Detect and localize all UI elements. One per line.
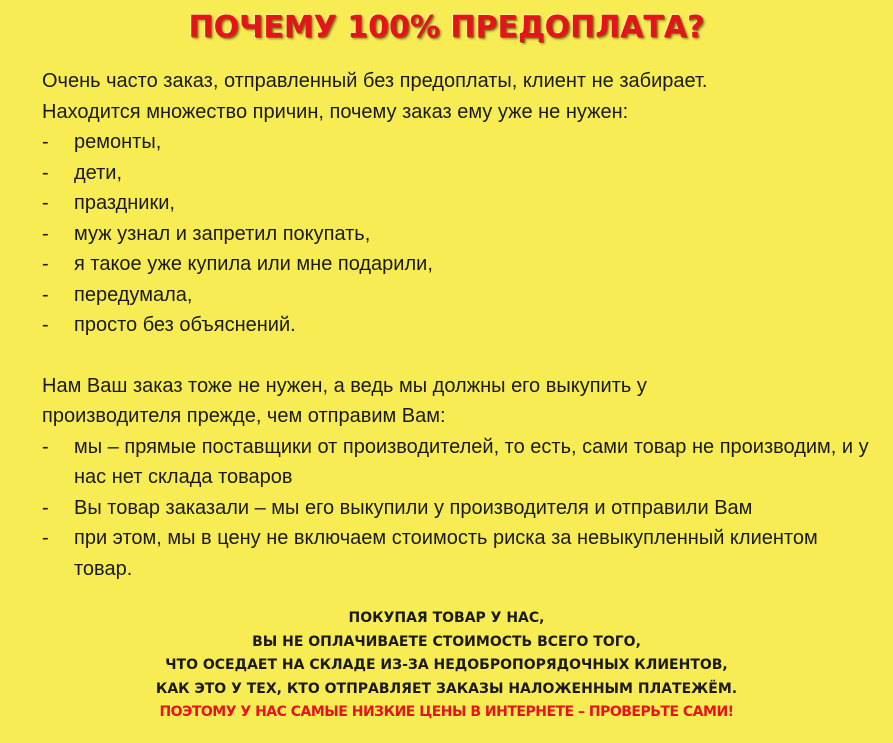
list-item-text: Вы товар заказали – мы его выкупили у производителя и отправили Вам: [74, 496, 753, 519]
list-item: [42, 127, 872, 158]
footer-highlight: ПОЭТОМУ У НАС САМЫЕ НИЗКИЕ ЦЕНЫ В ИНТЕРНЕТЕ – ПРОВЕРЬТЕ САМИ!: [159, 704, 734, 720]
list-dash: -: [42, 253, 49, 275]
explanation-line-1: Нам Ваш заказ тоже не нужен, а ведь мы должны его выкупить у: [42, 374, 647, 397]
reasons-list: [42, 127, 872, 341]
intro-line-2: Находится множество причин, почему заказ ему уже не нужен:: [42, 100, 629, 123]
footer-line-1: ПОКУПАЯ ТОВАР У НАС,: [348, 610, 545, 626]
list-item-text: просто без объяснений.: [74, 314, 296, 336]
page-title: ПОЧЕМУ 100% ПРЕДОПЛАТА?: [188, 10, 705, 45]
list-dash: -: [42, 283, 49, 306]
list-item-text: муж узнал и запретил покупать,: [74, 222, 371, 245]
list-item: [42, 523, 872, 584]
list-item: [42, 432, 872, 493]
list-item-text: я такое уже купила или мне подарили,: [74, 253, 433, 275]
footer-notice: [0, 607, 893, 725]
list-item-text: праздники,: [74, 192, 175, 214]
footer-line-4: КАК ЭТО У ТЕХ, КТО ОТПРАВЛЯЕТ ЗАКАЗЫ НАЛОЖЕННЫМ ПЛАТЕЖЁМ.: [155, 680, 738, 697]
list-dash: -: [42, 222, 49, 245]
explanation-line-2: производителя прежде, чем отправим Вам:: [42, 405, 446, 427]
facts-list: [42, 432, 872, 585]
intro-line-1: Очень часто заказ, отправленный без предоплаты, клиент не забирает.: [42, 70, 708, 92]
footer-line-2: ВЫ НЕ ОПЛАЧИВАЕТЕ СТОИМОСТЬ ВСЕГО ТОГО,: [252, 633, 641, 650]
list-item-text: дети,: [74, 161, 123, 184]
list-dash: -: [42, 496, 49, 519]
list-dash: -: [42, 435, 49, 458]
list-item: [42, 310, 872, 341]
list-item: [42, 280, 872, 311]
list-item-text: ремонты,: [74, 131, 162, 153]
list-dash: -: [42, 527, 49, 549]
footer-line-3: ЧТО ОСЕДАЕТ НА СКЛАДЕ ИЗ-ЗА НЕДОБРОПОРЯДОЧНЫХ КЛИЕНТОВ,: [165, 657, 728, 673]
main-content: [42, 66, 872, 584]
list-item: [42, 249, 872, 280]
list-dash: -: [42, 192, 49, 214]
spacer: [42, 341, 872, 371]
list-dash: -: [42, 161, 49, 184]
list-item: [42, 158, 872, 189]
list-item-text: при этом, мы в цену не включаем стоимость риска за невыкупленный клиентом товар.: [74, 527, 818, 580]
list-item: [42, 219, 872, 250]
list-item-text: мы – прямые поставщики от производителей, то есть, сами товар не производим, и у нас нет склада товаров: [74, 435, 869, 488]
list-dash: -: [42, 131, 49, 153]
list-dash: -: [42, 314, 49, 336]
list-item-text: передумала,: [74, 283, 193, 306]
list-item: [42, 493, 872, 524]
list-item: [42, 188, 872, 219]
